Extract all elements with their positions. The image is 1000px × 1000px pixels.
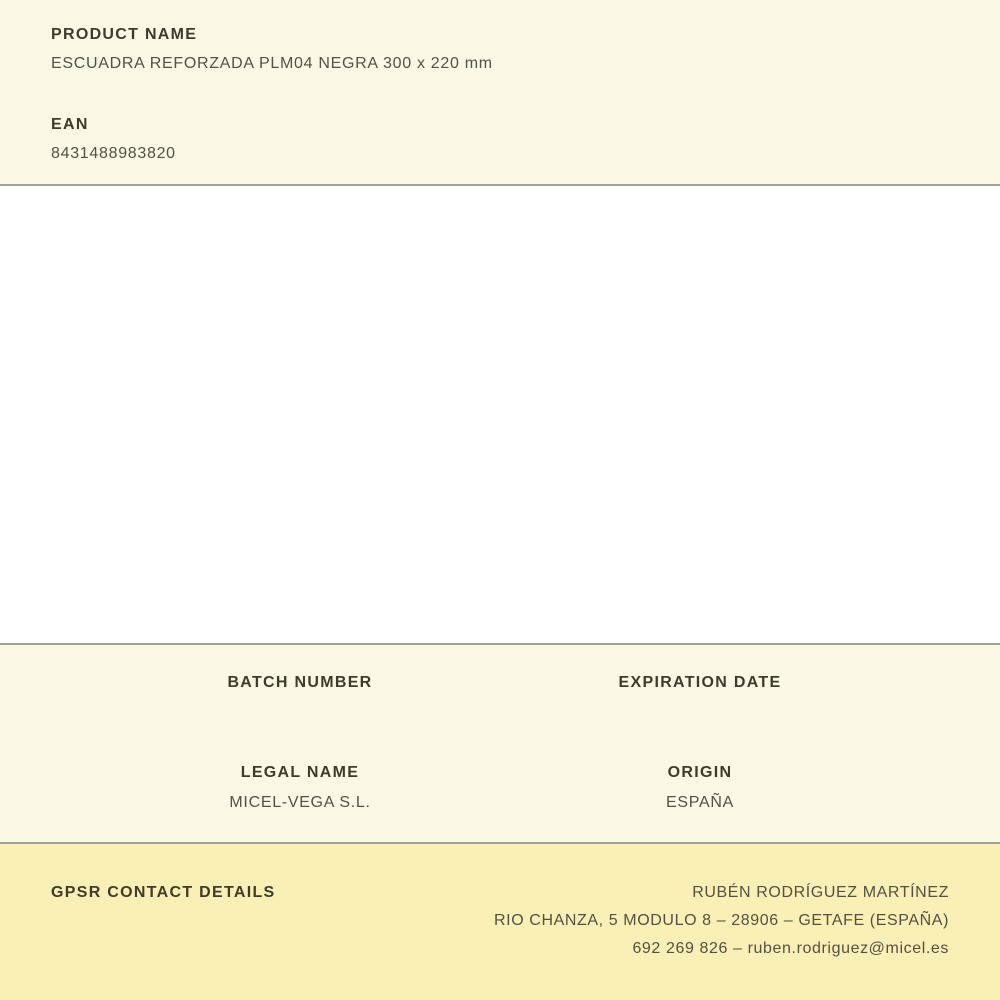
batch-expiration-row bbox=[100, 673, 900, 693]
legal-name-value: MICEL-VEGA S.L. bbox=[229, 794, 371, 811]
legal-origin-row bbox=[100, 763, 900, 813]
batch-number-label: BATCH NUMBER bbox=[227, 674, 373, 691]
gpsr-contact-name: RUBÉN RODRÍGUEZ MARTÍNEZ bbox=[692, 884, 949, 901]
product-name-field bbox=[51, 25, 950, 74]
ean-field bbox=[51, 115, 950, 164]
details-section bbox=[0, 645, 1000, 844]
expiration-date-field bbox=[500, 673, 900, 693]
origin-field bbox=[500, 763, 900, 813]
gpsr-contact-phone-email: 692 269 826 – ruben.rodriguez@micel.es bbox=[632, 940, 949, 957]
origin-value: ESPAÑA bbox=[666, 794, 734, 811]
empty-content-area bbox=[0, 186, 1000, 645]
legal-name-field bbox=[100, 763, 500, 813]
ean-value: 8431488983820 bbox=[51, 145, 176, 162]
legal-name-label: LEGAL NAME bbox=[240, 764, 360, 781]
gpsr-contact-section bbox=[0, 844, 1000, 1000]
gpsr-contact-address: RIO CHANZA, 5 MODULO 8 – 28906 – GETAFE (ESPAÑA) bbox=[494, 912, 949, 929]
batch-number-field bbox=[100, 673, 500, 693]
product-name-label: PRODUCT NAME bbox=[51, 26, 198, 43]
product-name-value: ESCUADRA REFORZADA PLM04 NEGRA 300 x 220 mm bbox=[51, 55, 493, 72]
gpsr-contact-block bbox=[494, 879, 949, 963]
ean-label: EAN bbox=[51, 116, 89, 133]
expiration-date-label: EXPIRATION DATE bbox=[618, 674, 782, 691]
origin-label: ORIGIN bbox=[667, 764, 733, 781]
gpsr-contact-heading: GPSR CONTACT DETAILS bbox=[51, 884, 276, 901]
product-section bbox=[0, 0, 1000, 186]
